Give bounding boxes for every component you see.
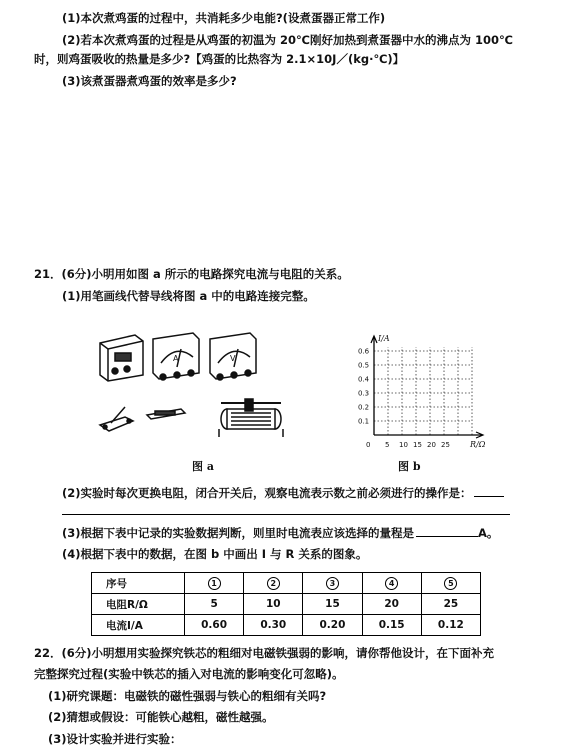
- x-tick-label: 10: [399, 441, 408, 449]
- voltmeter-icon: [210, 333, 256, 380]
- table-cell: 0.15: [362, 615, 421, 636]
- table-cell: 15: [303, 594, 362, 615]
- x-axis-label: R/Ω: [470, 440, 486, 449]
- table-cell: [244, 573, 303, 594]
- figure-caption: 图 a: [192, 460, 214, 473]
- question-text: [62, 524, 498, 541]
- question-text: (1)研究课题：电磁铁的磁性强弱与铁心的粗细有关吗?: [48, 689, 327, 703]
- answer-line[interactable]: [62, 514, 510, 515]
- y-tick-label: 0.4: [358, 375, 370, 384]
- table-row: [92, 615, 481, 636]
- graph-plot-area: [358, 334, 486, 449]
- question-text: (3)设计实验并进行实验：: [48, 732, 182, 746]
- question-stem: 22．(6分)小明想用实验探究铁芯的粗细对电磁铁强弱的影响，请你帮他设计，在下面补充: [34, 646, 495, 660]
- table-row: [92, 573, 481, 594]
- question-text: (2)若本次煮鸡蛋的过程是从鸡蛋的初温为 20℃刚好加热到煮蛋器中水的沸点为 100℃: [62, 33, 513, 47]
- table-row: [92, 594, 481, 615]
- index-circle: 3: [326, 577, 339, 590]
- ammeter-icon: [153, 333, 199, 380]
- question-text: 时，则鸡蛋吸收的热量是多少?【鸡蛋的比热容为 2.1×10J／(kg·℃)】: [34, 52, 405, 66]
- table-cell: 5: [185, 594, 244, 615]
- question-stem: 21．(6分)小明用如图 a 所示的电路探究电流与电阻的关系。: [34, 267, 349, 281]
- question-text: (1)本次煮鸡蛋的过程中，共消耗多少电能?(设煮蛋器正常工作): [62, 11, 386, 25]
- table-cell: 0.30: [244, 615, 303, 636]
- current-resistance-graph: [348, 325, 488, 450]
- index-circle: 1: [208, 577, 221, 590]
- index-circle: 4: [385, 577, 398, 590]
- svg-text:A: A: [173, 354, 179, 363]
- y-tick-label: 0.6: [358, 347, 370, 356]
- y-tick-label: 0.3: [358, 389, 370, 398]
- index-circle: 2: [267, 577, 280, 590]
- resistor-icon: [147, 409, 185, 419]
- switch-icon: [100, 407, 133, 431]
- x-tick-label: 25: [441, 441, 450, 449]
- x-tick-label: 0: [366, 441, 371, 449]
- question-text: (1)用笔画线代替导线将图 a 中的电路连接完整。: [62, 289, 315, 303]
- question-stem: 完整探究过程(实验中铁芯的插入对电流的影响变化可忽略)。: [34, 667, 344, 681]
- y-tick-label: 0.2: [358, 403, 370, 412]
- rheostat-icon: [219, 399, 283, 437]
- table-header-cell: 电阻R/Ω: [92, 594, 185, 615]
- svg-text:V: V: [230, 354, 236, 363]
- x-tick-label: 20: [427, 441, 436, 449]
- table-cell: 25: [421, 594, 480, 615]
- power-supply-icon: [100, 335, 143, 381]
- table-cell: 20: [362, 594, 421, 615]
- table-cell: [362, 573, 421, 594]
- unit-text: A。: [478, 526, 499, 540]
- table-header-cell: 序号: [92, 573, 185, 594]
- question-text: [62, 484, 504, 501]
- y-tick-label: 0.1: [358, 417, 370, 426]
- table-cell: [185, 573, 244, 594]
- x-tick-label: 15: [413, 441, 422, 449]
- question-text-sub3: (3)根据下表中记录的实验数据判断，则里时电流表应该选择的量程是: [62, 526, 415, 540]
- table-cell: [421, 573, 480, 594]
- table-cell: 0.12: [421, 615, 480, 636]
- table-cell: 10: [244, 594, 303, 615]
- circuit-components-figure: [95, 325, 305, 440]
- answer-blank[interactable]: [416, 524, 478, 537]
- question-text-sub2: (2)实验时每次更换电阻，闭合开关后，观察电流表示数之前必须进行的操作是：: [62, 486, 472, 500]
- data-table: [91, 572, 481, 636]
- index-circle: 5: [444, 577, 457, 590]
- y-axis-label: I/A: [378, 334, 390, 343]
- y-tick-label: 0.5: [358, 361, 370, 370]
- table-cell: 0.20: [303, 615, 362, 636]
- question-text: (4)根据下表中的数据，在图 b 中画出 I 与 R 关系的图象。: [62, 547, 368, 561]
- figure-caption: 图 b: [398, 460, 421, 473]
- table-cell: [303, 573, 362, 594]
- table-header-cell: 电流I/A: [92, 615, 185, 636]
- question-text: (3)该煮蛋器煮鸡蛋的效率是多少?: [62, 74, 237, 88]
- answer-blank[interactable]: [474, 484, 504, 497]
- table-cell: 0.60: [185, 615, 244, 636]
- question-text: (2)猜想或假设：可能铁心越粗，磁性越强。: [48, 710, 274, 724]
- x-tick-label: 5: [385, 441, 390, 449]
